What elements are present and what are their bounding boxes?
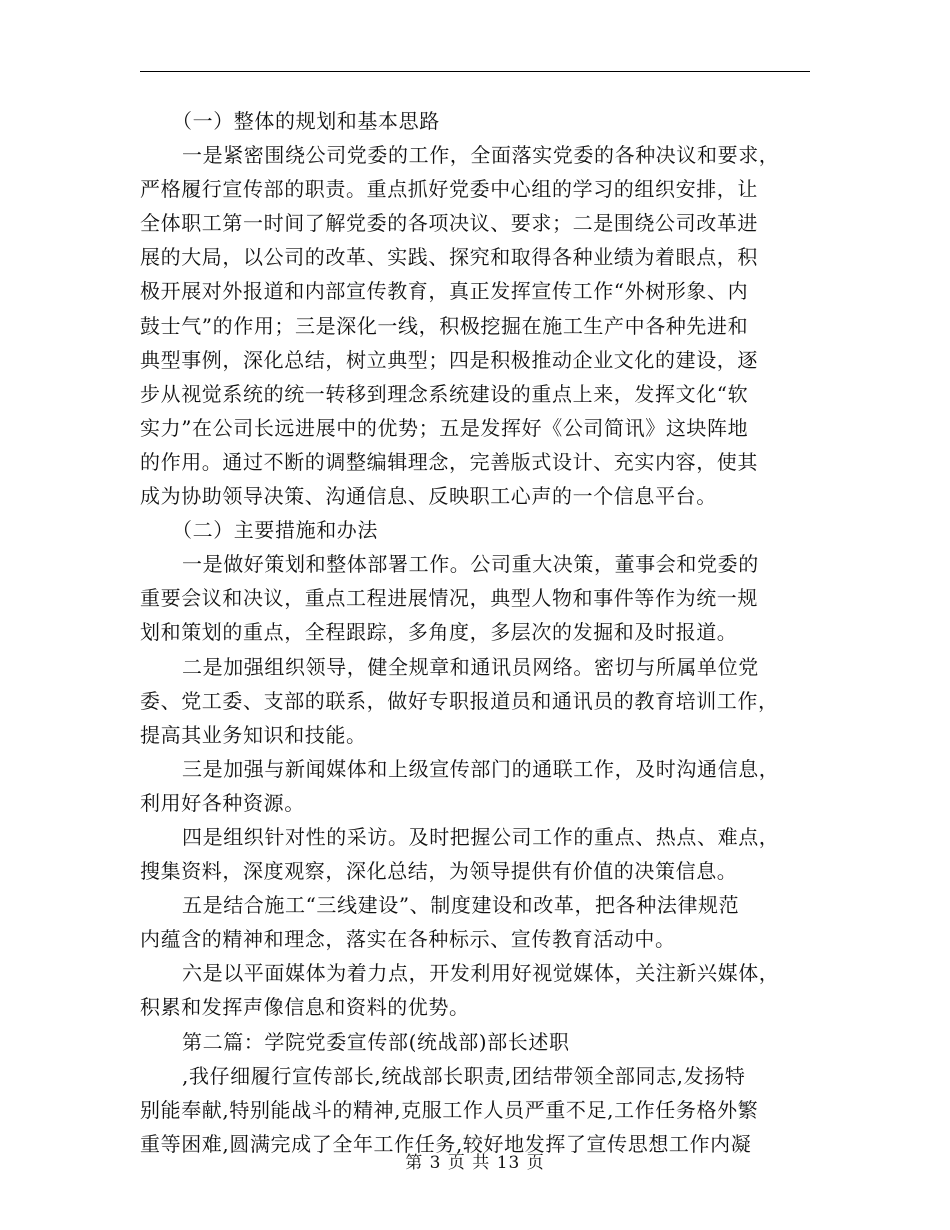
paragraph-line: 展的大局，以公司的改革、实践、探究和取得各种业绩为着眼点，积	[140, 245, 758, 270]
paragraph-line: 典型事例，深化总结，树立典型；四是积极推动企业文化的建设，逐	[140, 347, 758, 372]
paragraph-line: 成为协助领导决策、沟通信息、反映职工心声的一个信息平台。	[140, 484, 717, 509]
paragraph-line: 实力”在公司长远进展中的优势；五是发挥好《公司简讯》这块阵地	[140, 415, 749, 440]
paragraph-line: 一是紧密围绕公司党委的工作，全面落实党委的各种决议和要求，	[182, 143, 780, 168]
paragraph-line: 搜集资料，深度观察，深化总结，为领导提供有价值的决策信息。	[140, 859, 738, 884]
paragraph-line: 积累和发挥声像信息和资料的优势。	[140, 995, 470, 1020]
paragraph-line: 三是加强与新闻媒体和上级宣传部门的通联工作，及时沟通信息，	[182, 756, 780, 781]
paragraph-line: 重要会议和决议，重点工程进展情况，典型人物和事件等作为统一规	[140, 586, 758, 611]
section-heading: （一）整体的规划和基本思路	[172, 109, 440, 133]
chapter-heading: 第二篇：学院党委宣传部(统战部)部长述职	[182, 1029, 570, 1054]
paragraph-line: 委、党工委、支部的联系，做好专职报道员和通讯员的教育培训工作，	[140, 688, 779, 713]
paragraph-line: 的作用。通过不断的调整编辑理念，完善版式设计、充实内容，使其	[140, 449, 758, 474]
section-heading: （二）主要措施和办法	[172, 518, 378, 543]
paragraph-line: 鼓士气”的作用；三是深化一线，积极挖掘在施工生产中各种先进和	[140, 313, 749, 338]
paragraph-line: 全体职工第一时间了解党委的各项决议、要求；二是围绕公司改革进	[140, 211, 758, 236]
paragraph-line: 重等困难,圆满完成了全年工作任务,较好地发挥了宣传思想工作内凝	[140, 1131, 752, 1156]
page-number-footer: 第 3 页 共 13 页	[405, 1153, 545, 1173]
paragraph-line: 二是加强组织领导，健全规章和通讯员网络。密切与所属单位党	[182, 654, 759, 679]
paragraph-line: 严格履行宣传部的职责。重点抓好党委中心组的学习的组织安排，让	[140, 177, 758, 202]
paragraph-line: 五是结合施工“三线建设”、制度建设和改革，把各种法律规范	[182, 893, 740, 918]
paragraph-line: 步从视觉系统的统一转移到理念系统建设的重点上来，发挥文化“软	[140, 381, 749, 406]
paragraph-line: 利用好各种资源。	[140, 790, 305, 815]
paragraph-line: 六是以平面媒体为着力点，开发利用好视觉媒体，关注新兴媒体，	[182, 961, 780, 986]
header-rule	[140, 71, 810, 72]
paragraph-line: 一是做好策划和整体部署工作。公司重大决策，董事会和党委的	[182, 552, 759, 577]
paragraph-line: 极开展对外报道和内部宣传教育，真正发挥宣传工作“外树形象、内	[140, 279, 749, 304]
paragraph-line: 提高其业务知识和技能。	[140, 722, 367, 747]
paragraph-line: 内蕴含的精神和理念，落实在各种标示、宣传教育活动中。	[140, 927, 676, 952]
paragraph-line: 四是组织针对性的采访。及时把握公司工作的重点、热点、难点，	[182, 824, 780, 849]
paragraph-line: 别能奉献,特别能战斗的精神,克服工作人员严重不足,工作任务格外繁	[140, 1097, 759, 1122]
paragraph-line: ,我仔细履行宣传部长,统战部长职责,团结带领全部同志,发扬特	[182, 1063, 746, 1088]
document-body	[140, 104, 810, 1161]
paragraph-line: 划和策划的重点，全程跟踪，多角度，多层次的发掘和及时报道。	[140, 620, 738, 645]
